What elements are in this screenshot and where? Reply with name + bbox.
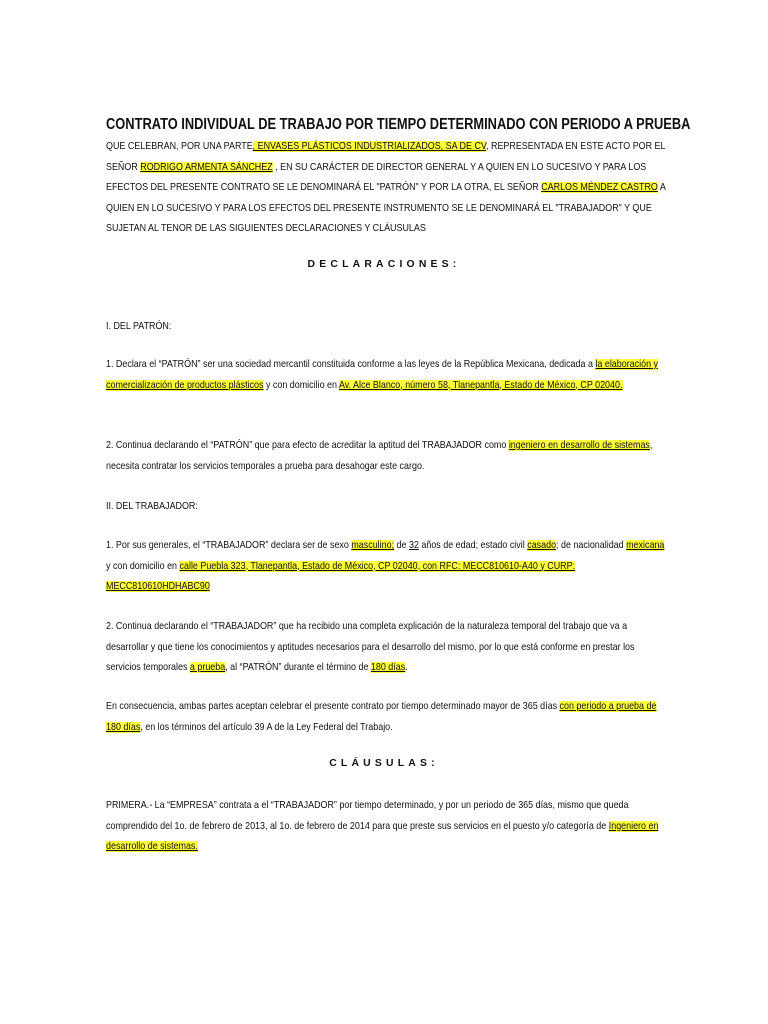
paragraph-text: 1. Declara el “PATRÓN” ser una sociedad mercantil constituida conforme a las leyes de la República Mexicana, dedicada a (106, 359, 596, 370)
business-activity: la elaboración y comercialización de productos plásticos (106, 359, 658, 391)
paragraph-text: de (394, 540, 409, 551)
declaration-patron-1 (106, 355, 666, 396)
paragraph-text: 1. Por sus generales, el “TRABAJADOR” declara ser de sexo (106, 540, 352, 551)
paragraph-text: 2. Continua declarando el “PATRÓN” que para efecto de acreditar la aptitud del TRABAJADOR como (106, 440, 509, 451)
paragraph-text: y con domicilio en (106, 560, 180, 572)
document-title: CONTRATO INDIVIDUAL DE TRABAJO POR TIEMPO DETERMINADO CON PERIODO A PRUEBA (106, 116, 691, 133)
company-name: , ENVASES PLÁSTICOS INDUSTRIALIZADOS, SA DE CV (252, 141, 487, 152)
worker-address: calle Puebla 323, Tlanepantla, Estado de México, CP 02040, con RFC: MECC810610-A40 y CURP: MECC810610HDHABC90 (106, 560, 576, 592)
trial-term: a prueba (189, 662, 226, 673)
company-address: Av. Alce Blanco, número 58, Tlanepantla, Estado de México, CP 02040. (338, 379, 623, 391)
paragraph-text: En consecuencia, ambas partes aceptan celebrar el presente contrato por tiempo determinado mayor de 365 días (106, 701, 560, 712)
worker-age: 32 (408, 540, 419, 551)
section-del-trabajador: II. DEL TRABAJADOR: (106, 501, 198, 512)
worker-nationality: mexicana (626, 540, 665, 551)
intro-text: , EN SU CARÁCTER DE DIRECTOR GENERAL Y A QUIEN EN LO SUCESIVO Y PARA LOS EFECTOS DEL PRESENTE CONTRATO SE LE DENOMINARÁ EL "PATRÓN" Y POR LA OTRA, EL SEÑOR (106, 161, 647, 193)
declaraciones-heading: DECLARACIONES: (307, 259, 461, 270)
declaration-patron-2 (106, 436, 666, 477)
representative-name: RODRIGO ARMENTA SÁNCHEZ (140, 161, 273, 173)
intro-paragraph (106, 137, 666, 240)
declaration-trabajador-2 (106, 617, 666, 679)
clause-primera (106, 796, 666, 858)
paragraph-text: , en los términos del artículo 39 A de la Ley Federal del Trabajo. (140, 721, 393, 733)
paragraph-text: , al “PATRÓN” durante el término de (225, 662, 371, 673)
paragraph-text: y con domicilio en (263, 379, 339, 391)
trial-duration: 180 días (370, 662, 406, 673)
consequence-paragraph (106, 697, 666, 738)
declaration-trabajador-1 (106, 536, 666, 598)
paragraph-text: ; de nacionalidad (556, 540, 627, 551)
intro-text: A QUIEN EN LO SUCESIVO Y PARA LOS EFECTOS DEL PRESENTE INSTRUMENTO SE LE DENOMINARÁ EL "TRABAJADOR" Y QUE SUJETAN AL TENOR DE LAS SIGUIENTES DECLARACIONES Y CLÁUSULAS (106, 182, 666, 234)
worker-sex: masculino; (351, 540, 395, 551)
clausulas-heading: CLÁUSULAS: (329, 758, 439, 769)
intro-text: QUE CELEBRAN, POR UNA PARTE (106, 141, 253, 152)
section-del-patron: I. DEL PATRÓN: (106, 321, 172, 332)
trial-period: con periodo a prueba de 180 días (106, 701, 657, 733)
clause-job-position: Ingeniero en desarrollo de sistemas. (106, 820, 659, 852)
job-position: ingeniero en desarrollo de sistemas (508, 440, 650, 451)
paragraph-text: , necesita contratar los servicios temporales a prueba para desahogar este cargo. (106, 440, 653, 472)
paragraph-text: . (405, 662, 408, 673)
intro-text: , REPRESENTADA EN ESTE ACTO POR EL SEÑOR (106, 141, 666, 173)
paragraph-text: 2. Continua declarando el “TRABAJADOR” que ha recibido una completa explicación de la naturaleza temporal del trabajo que va a desarrollar y que tiene los conocimientos y aptitudes necesarios para el desarrollo del mismo, por lo que está conforme en prestar los servicios temporales (106, 621, 635, 673)
paragraph-text: años de edad; estado civil (418, 540, 528, 551)
worker-name: CARLOS MÉNDEZ CASTRO (541, 182, 658, 193)
paragraph-text: PRIMERA.- La “EMPRESA” contrata a el “TRABAJADOR” por tiempo determinado, y por un periodo de 365 días, mismo que queda comprendido del 1o. de febrero de 2013, al 1o. de febrero de 2014 para que preste sus servicios en el puesto y/o categoría de (106, 800, 629, 832)
worker-civil-status: casado (527, 540, 557, 551)
